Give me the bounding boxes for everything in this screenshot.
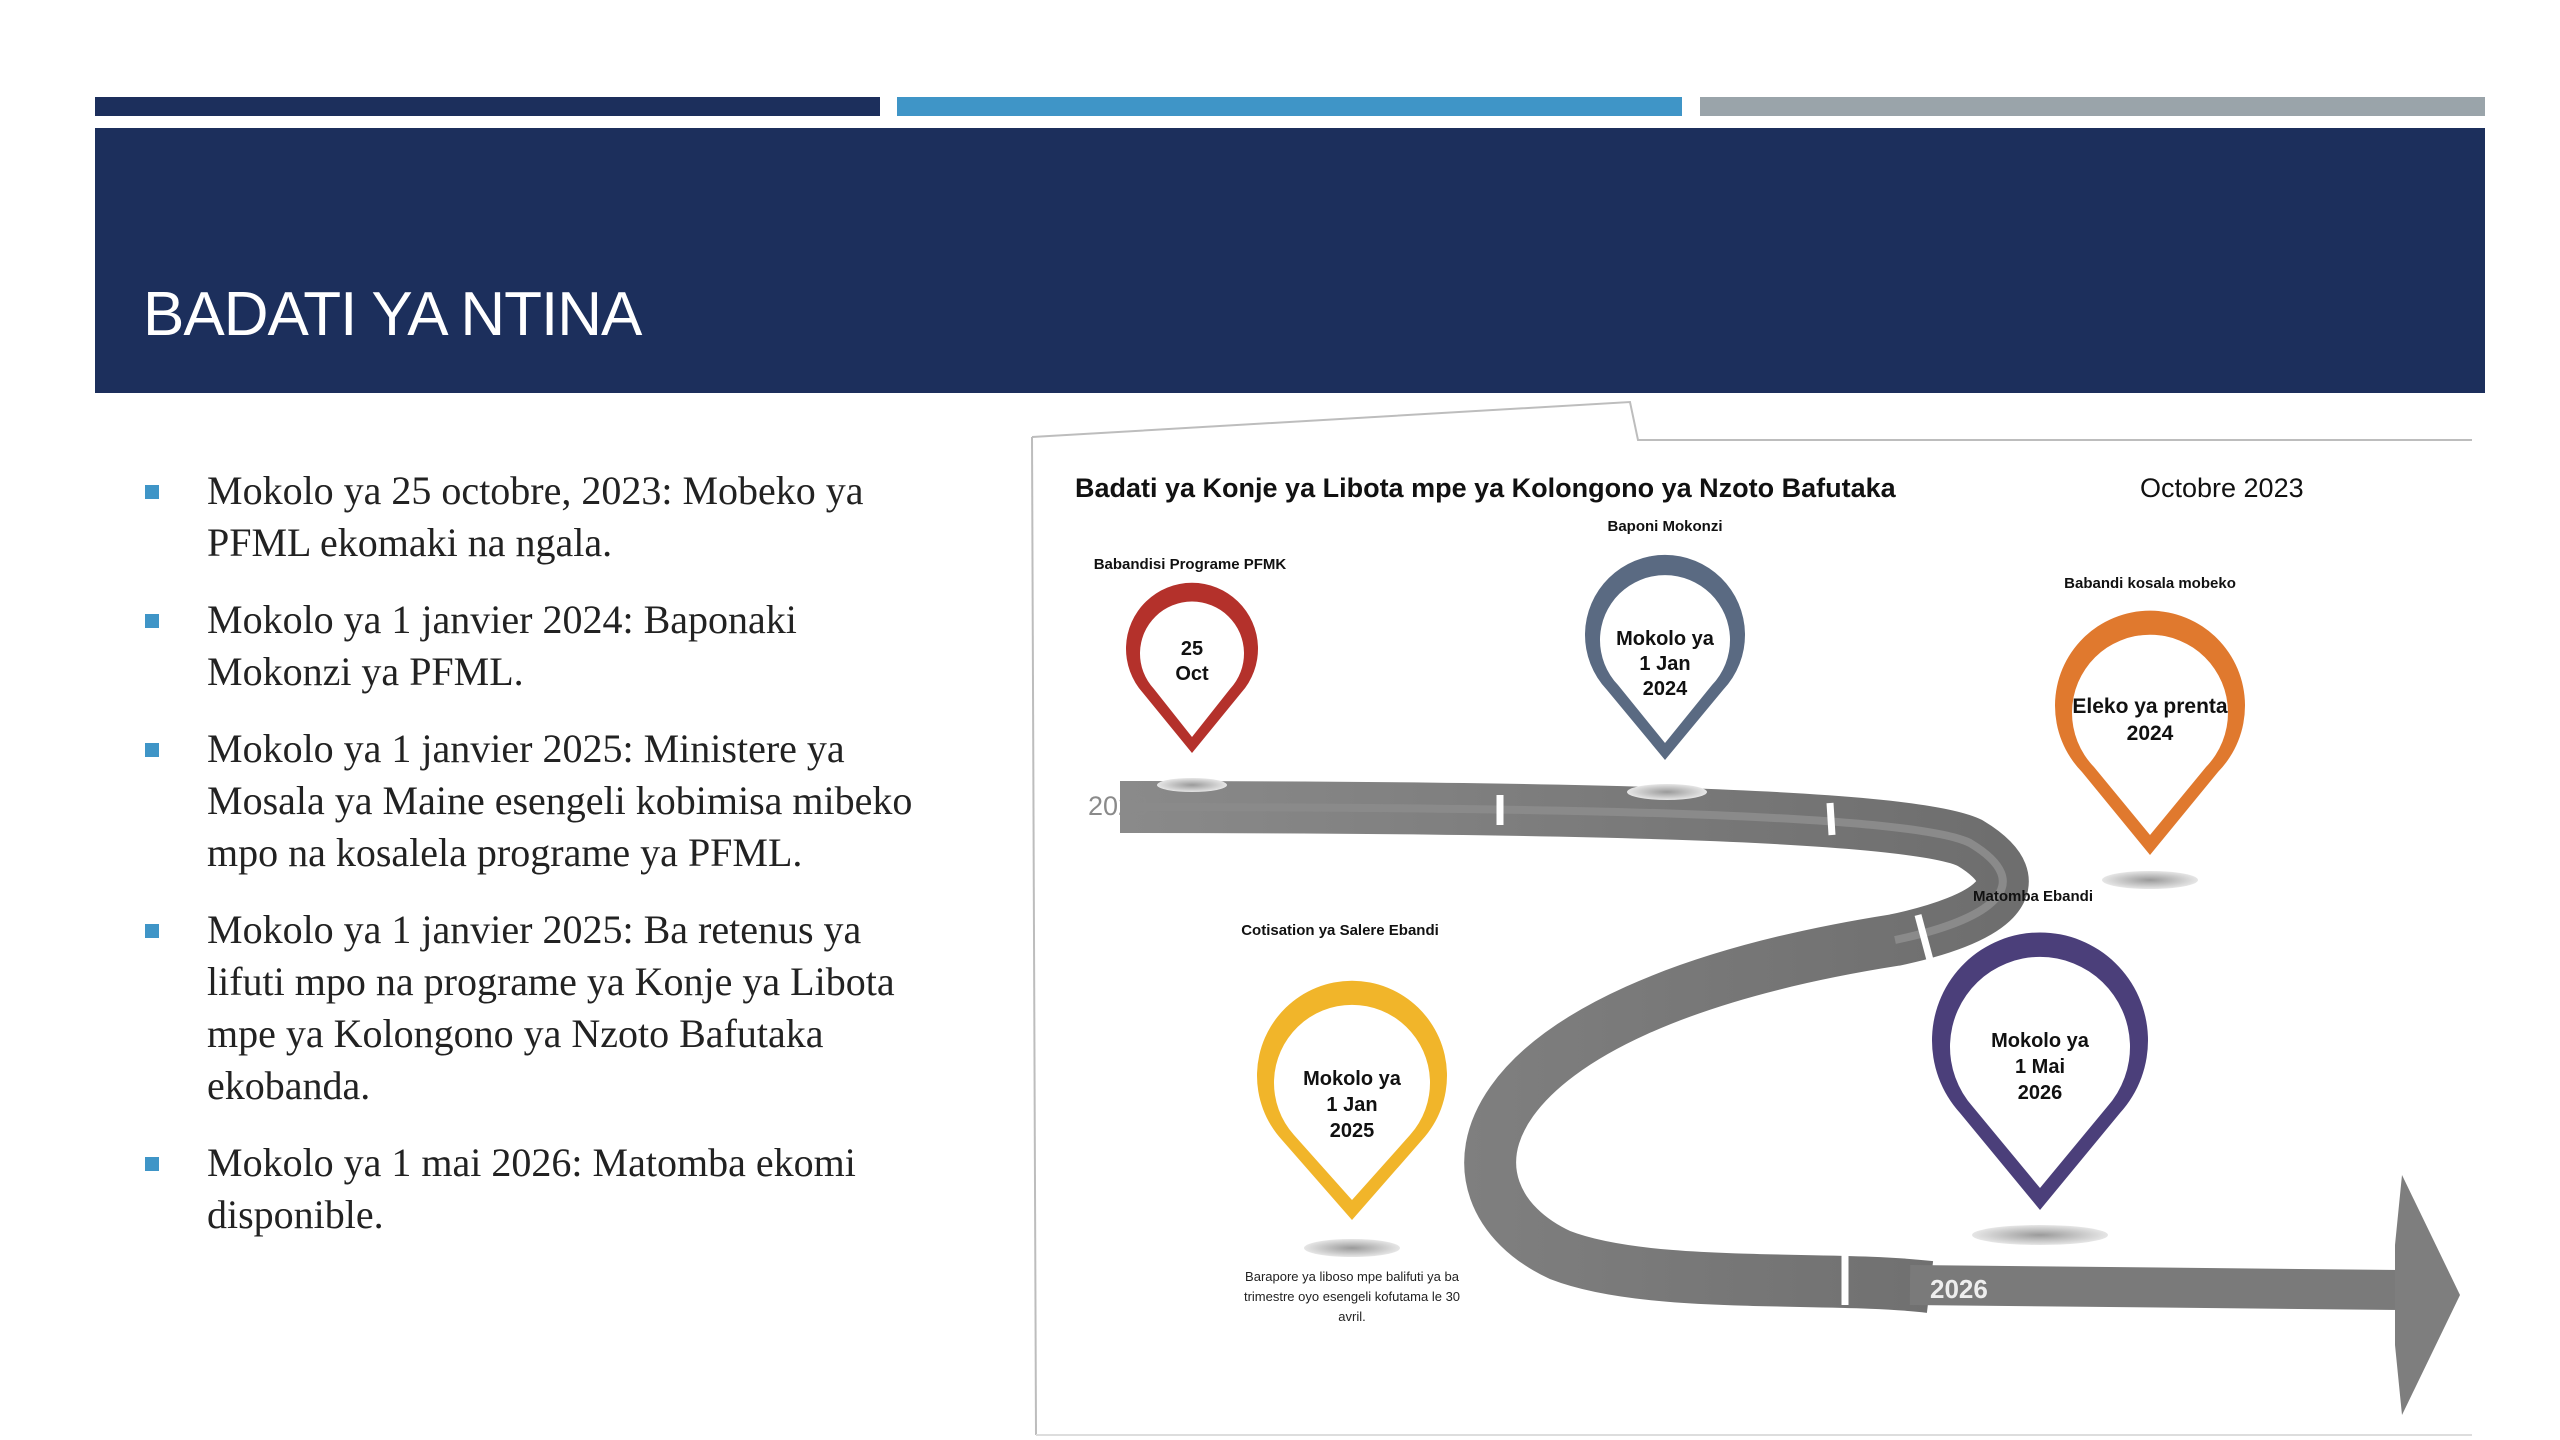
year-2023-label: 2023 <box>1088 791 1149 821</box>
accent-bar-blue <box>897 97 1682 116</box>
marker-text: Mokolo ya 1 Mai 2026 <box>1991 1030 2089 1104</box>
marker-shadow <box>2102 871 2198 889</box>
marker-text: 25 Oct <box>1175 638 1209 685</box>
marker-text: Eleko ya prenta 2024 <box>2072 695 2228 745</box>
bullet-text: Mokolo ya 1 janvier 2024: Baponaki Mokonzi ya PFML. <box>207 597 797 694</box>
title-band <box>95 128 2485 393</box>
bullet-text: Mokolo ya 1 janvier 2025: Ba retenus ya lifuti mpo na programe ya Konje ya Libota mpe ya Kolongono ya Nzoto Bafutaka ekobanda. <box>207 907 895 1108</box>
accent-bar-gray <box>1700 97 2485 116</box>
timeline-arrowhead <box>2395 1175 2460 1415</box>
roadmap-note: Barapore ya liboso mpe balifuti ya ba trimestre oyo esengeli kofutama le 30 avril. <box>1243 1269 1461 1324</box>
marker-text: Mokolo ya 1 Jan 2024 <box>1616 628 1714 700</box>
bullet-item <box>140 904 920 1112</box>
bullet-list <box>140 465 920 1266</box>
square-bullet-icon <box>145 1157 159 1171</box>
bullet-item <box>140 465 920 569</box>
square-bullet-icon <box>145 924 159 938</box>
year-2026-label: 2026 <box>1930 1274 1988 1304</box>
roadmap-image <box>1030 395 2475 1440</box>
bullet-text: Mokolo ya 1 mai 2026: Matomba ekomi disponible. <box>207 1140 856 1237</box>
roadmap-date: Octobre 2023 <box>2140 473 2304 503</box>
marker-shadow <box>1304 1239 1400 1257</box>
bullet-text: Mokolo ya 25 octobre, 2023: Mobeko ya PFML ekomaki na ngala. <box>207 468 864 565</box>
marker-label: Babandi kosala mobeko <box>2064 575 2236 592</box>
roadmap-frame <box>1032 402 2472 440</box>
slide-title: BADATI YA NTINA <box>143 280 642 349</box>
roadmap-frame-left <box>1032 437 1036 1435</box>
bullet-item <box>140 594 920 698</box>
marker-label: Babandisi Programe PFMK <box>1093 556 1287 573</box>
marker-shadow <box>1972 1225 2108 1245</box>
accent-bar-navy <box>95 97 880 116</box>
bullet-text: Mokolo ya 1 janvier 2025: Ministere ya Mosala ya Maine esengeli kobimisa mibeko mpo na kosalela programe ya PFML. <box>207 726 913 875</box>
marker-shadow <box>1157 778 1227 792</box>
marker-label: Baponi Mokonzi <box>1607 518 1723 535</box>
marker-text: Mokolo ya 1 Jan 2025 <box>1303 1068 1401 1142</box>
marker-label: Matomba Ebandi <box>1972 888 2094 905</box>
square-bullet-icon <box>145 743 159 757</box>
square-bullet-icon <box>145 485 159 499</box>
marker-label: Cotisation ya Salere Ebandi <box>1241 922 1439 939</box>
bullet-item <box>140 723 920 879</box>
bullet-item <box>140 1137 920 1241</box>
roadmap-title: Badati ya Konje ya Libota mpe ya Kolongono ya Nzoto Bafutaka <box>1075 473 1896 503</box>
marker-shadow <box>1627 784 1707 800</box>
square-bullet-icon <box>145 614 159 628</box>
